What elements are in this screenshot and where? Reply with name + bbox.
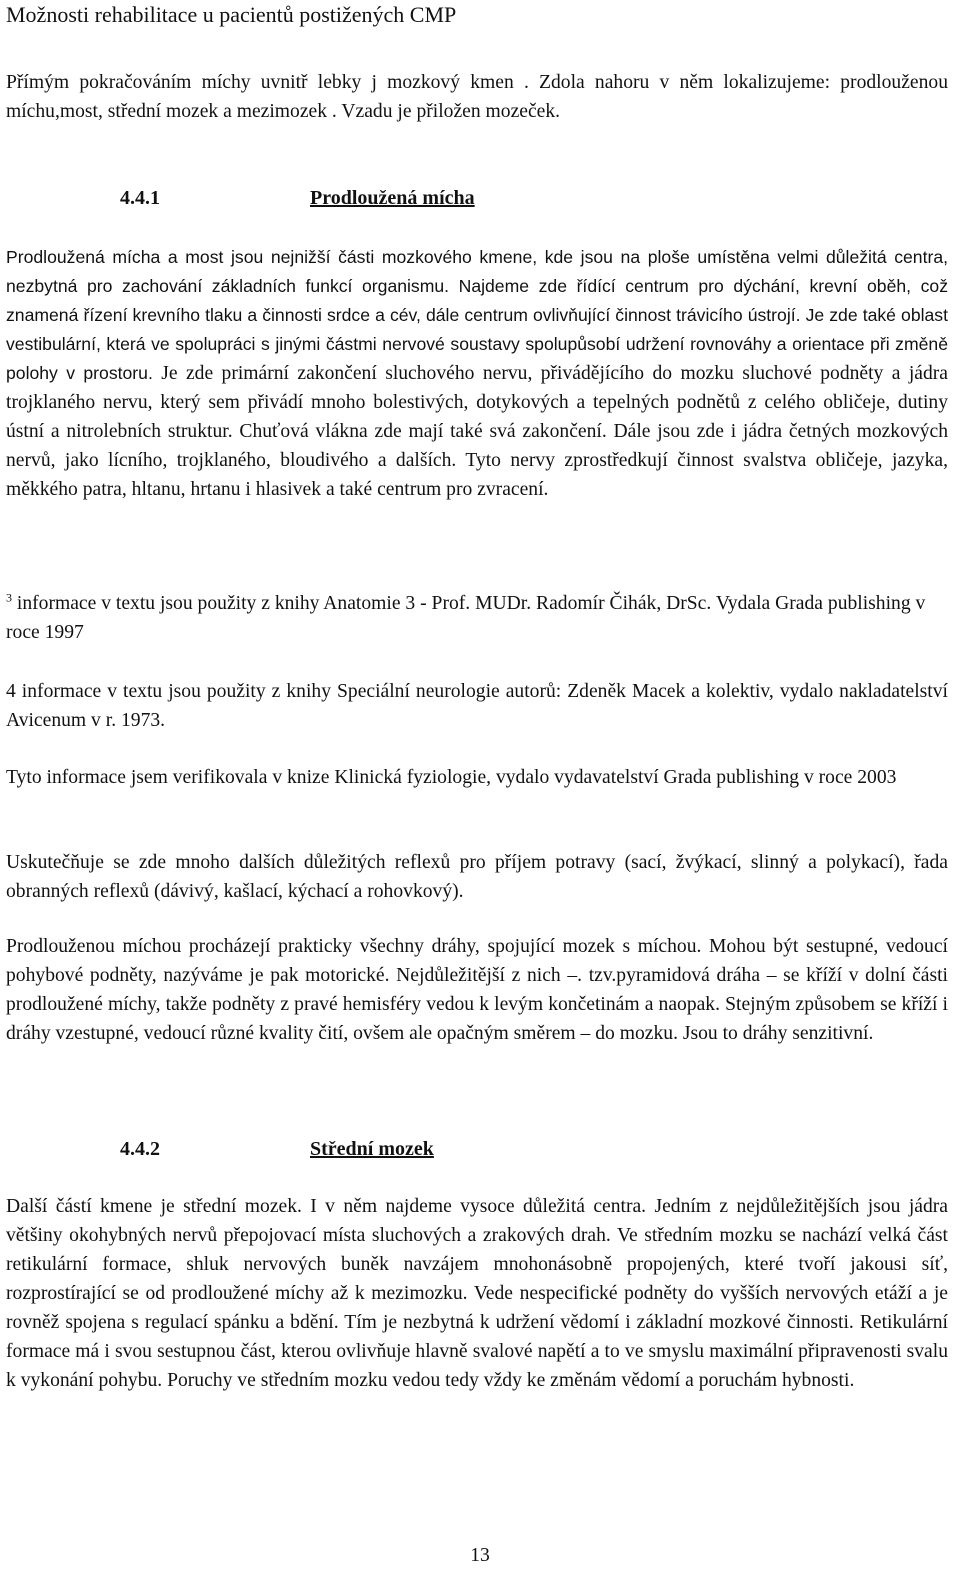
section-title: Prodloužená mícha xyxy=(310,187,475,209)
section-number: 4.4.1 xyxy=(120,187,160,209)
running-header: Možnosti rehabilitace u pacientů postižených CMP xyxy=(6,2,457,27)
medulla-paragraph xyxy=(6,243,948,504)
section-number: 4.4.2 xyxy=(120,1138,160,1160)
section-heading-4-4-1 xyxy=(120,187,475,210)
reflexes-paragraph: Uskutečňuje se zde mnoho dalších důležitých reflexů pro příjem potravy (sací, žvýkací, slinný a polykací), řada obranných reflexů (dávivý, kašlací, kýchací a rohovkový). xyxy=(6,852,948,902)
pathways-paragraph: Prodlouženou míchou procházejí prakticky všechny dráhy, spojující mozek s míchou. Mohou být sestupné, vedoucí pohybové podněty, nazýváme je pak motorické. Nejdůležitější z nich –. tzv.pyramidová dráha – se kříží v dolní části prodloužené míchy, takže podněty z pravé hemisféry vedou k levým končetinám a naopak. Stejným způsobem se kříží i dráhy vzestupné, vedoucí různé kvality čití, ovšem ale opačným směrem – do mozku. Jsou to dráhy senzitivní. xyxy=(6,936,948,1044)
midbrain-paragraph: Další částí kmene je střední mozek. I v něm najdeme vysoce důležitá centra. Jedním z nejdůležitějších jsou jádra většiny okohybných nervů přepojovací místa sluchových a zrakových drah. Ve středním mozku se nachází velká část retikulární formace, shluk nervových buněk navzájem mnohonásobně propojených, které tvoří jakousi síť, rozprostírající se od prodloužené míchy až k mezimozku. Vede nespecifické podněty do vyšších nervových etáží a je rovněž spojena s regulací spánku a bdění. Tím je nezbytná k udržení vědomí i základní mozkové činnosti. Retikulární formace má i svou sestupnou část, kterou ovlivňuje hlavně svalové napětí a to ve smyslu maximální připravenosti svalu k vykonání pohybu. Poruchy ve středním mozku vedou tedy vždy ke změnám vědomí a poruchám hybnosti. xyxy=(6,1196,948,1391)
footnote-text: informace v textu jsou použity z knihy Anatomie 3 - Prof. MUDr. Radomír Čihák, DrSc. Vydala Grada publishing v roce 1997 xyxy=(6,593,926,643)
page-number: 13 xyxy=(470,1545,490,1566)
verification-note: Tyto informace jsem verifikovala v knize Klinická fyziologie, vydalo vydavatelství Grada publishing v roce 2003 xyxy=(6,767,897,788)
note-4: 4 informace v textu jsou použity z knihy Speciální neurologie autorů: Zdeněk Macek a kolektiv, vydalo nakladatelství Avicenum v r. 1973. xyxy=(6,681,948,731)
section-heading-4-4-2 xyxy=(120,1138,434,1161)
section-title: Střední mozek xyxy=(310,1138,434,1160)
medulla-text-serif: Je zde primární zakončení sluchového nervu, přivádějícího do mozku sluchové podněty a jádra trojklaného nervu, který sem přivádí mnoho bolestivých, dotykových a tepelných podnětů z celého obličeje, dutiny ústní a nitrolebních struktur. Chuťová vlákna zde mají také svá zakončení. Dále jsou zde i jádra četných mozkových nervů, jako lícního, trojklaného, bloudivého a dalších. Tyto nervy zprostředkují činnost svalstva obličeje, jazyka, měkkého patra, hltanu, hrtanu i hlasivek a také centrum pro zvracení. xyxy=(6,363,948,500)
intro-paragraph: Přímým pokračováním míchy uvnitř lebky j mozkový kmen . Zdola nahoru v něm lokalizujeme: prodlouženou míchu,most, střední mozek a mezimozek . Vzadu je přiložen mozeček. xyxy=(6,72,948,122)
footnote-mark: 3 xyxy=(6,590,12,605)
footnote-3 xyxy=(6,589,948,647)
medulla-text-sans: Prodloužená mícha a most jsou nejnižší části mozkového kmene, kde jsou na ploše umístěna velmi důležitá centra, nezbytná pro zachování základních funkcí organismu. Najdeme zde řídící centrum pro dýchání, krevní oběh, což znamená řízení krevního tlaku a činnosti srdce a cév, dále centrum ovlivňující činnost trávicího ústrojí. Je zde také oblast vestibulární, která ve spolupráci s jinými částmi nervové soustavy spolupůsobí udržení rovnováhy a orientace při změně polohy v prostoru. xyxy=(6,247,948,383)
